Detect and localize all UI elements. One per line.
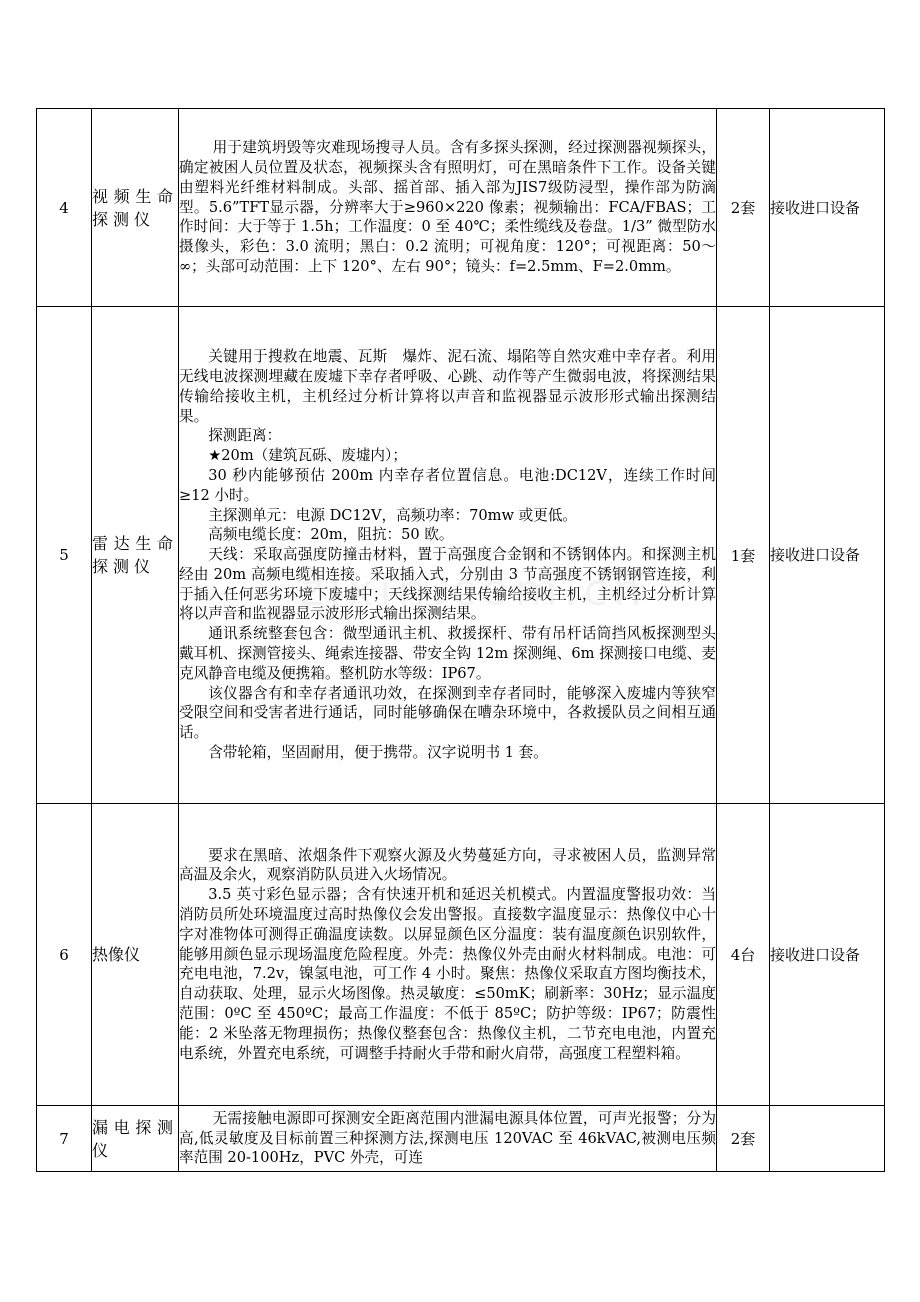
table-row: [37, 1106, 885, 1172]
table-row: [37, 307, 885, 804]
item-remark: [770, 1106, 885, 1172]
item-number: 7: [37, 1106, 92, 1172]
description-paragraph: 用于建筑坍毁等灾难现场搜寻人员。含有多探头探测，经过探测器视频探头，确定被困人员位置及状态，视频探头含有照明灯，可在黑暗条件下工作。设备关键由塑料光纤维材料制成。头部、摇首部、插入部为JIS7级防浸型，操作部为防滴型。5.6”TFT显示器，分辨率大于≥960×220 像素；视频输出：FCA/FBAS；工作时间：大于等于 1.5h；工作温度：0 至 40℃；柔性缆线及卷盘。1/3” 微型防水摄像头，彩色：3.0 流明；黑白：0.2 流明；可视角度：120°；可视距离：50～∞；头部可动范围：上下 120°、左右 90°；镜头：f=2.5mm、F=2.0mm。: [179, 139, 716, 275]
table-row: [37, 804, 885, 1106]
description-paragraph: 主探测单元：电源 DC12V，高频功率：70mw 或更低。: [208, 506, 578, 524]
item-number: 6: [37, 804, 92, 1106]
item-description: [179, 1106, 717, 1172]
item-description: [179, 804, 717, 1106]
description-paragraph: 探测距离：: [208, 427, 282, 445]
item-description: [179, 307, 717, 804]
description-paragraph: 高频电缆长度：20m，阻抗：50 欧。: [208, 526, 454, 544]
description-paragraph: 3.5 英寸彩色显示器；含有快速开机和延迟关机模式。内置温度警报功效：当消防员所处环境温度过高时热像仪会发出警报。直接数字温度显示：热像仪中心十字对准物体可测得正确温度读数。以屏显颜色区分温度：装有温度颜色识别软件，能够用颜色显示现场温度危险程度。外壳：热像仪外壳由耐火材料制成。电池：可充电电池，7.2v，镍氢电池，可工作 4 小时。聚焦：热像仪采取直方图均衡技术，自动获取、处理，显示火场图像。热灵敏度：≤50mK；刷新率：30Hz；显示温度范围：0ºC 至 450ºC；最高工作温度：不低于 85ºC；防护等级：IP67；防震性能：2 米坠落无物理损伤；热像仪整套包含：热像仪主机，二节充电电池，内置充电系统，外置充电系统，可调整手持耐火手带和耐火肩带，高强度工程塑料箱。: [179, 886, 716, 1062]
item-name: 漏电探测仪: [92, 1106, 179, 1172]
item-remark: 接收进口设备: [770, 307, 885, 804]
description-paragraph: 天线：采取高强度防撞击材料，置于高强度合金钢和不锈钢体内。和探测主机经由 20m 高频电缆相连接。采取插入式，分别由 3 节高强度不锈钢钢管连接，利于插入任何恶劣环境下废墟中；天线探测结果传输给接收主机，主机经过分析计算将以声音和监视器显示波形形式输出探测结果。: [179, 546, 716, 623]
item-name: 热像仪: [92, 804, 179, 1106]
description-paragraph: 该仪器含有和幸存者通讯功效，在探测到幸存者同时，能够深入废墟内等狭窄受限空间和受害者进行通话，同时能够确保在嘈杂环境中，各救援队员之间相互通话。: [179, 684, 716, 742]
item-quantity: 2套: [717, 109, 770, 307]
table-row: [37, 109, 885, 307]
item-name: 雷达生命探测仪: [92, 307, 179, 804]
item-quantity: 4台: [717, 804, 770, 1106]
item-remark: 接收进口设备: [770, 804, 885, 1106]
item-description: [179, 109, 717, 307]
item-number: 4: [37, 109, 92, 307]
description-paragraph: 无需接触电源即可探测安全距离范围内泄漏电源具体位置，可声光报警；分为高,低灵敏度及目标前置三种探测方法,探测电压 120VAC 至 46kVAC,被测电压频率范围 20-100Hz，PVC 外壳，可连: [179, 1109, 716, 1167]
equipment-spec-table: [36, 108, 885, 1172]
description-paragraph: 30 秒内能够预估 200m 内幸存者位置信息。电池:DC12V，连续工作时间≥12 小时。: [179, 466, 716, 504]
item-quantity: 2套: [717, 1106, 770, 1172]
description-paragraph: 要求在黑暗、浓烟条件下观察火源及火势蔓延方向，寻求被困人员，监测异常高温及余火，观察消防队员进入火场情况。: [179, 846, 716, 884]
item-remark: 接收进口设备: [770, 109, 885, 307]
item-number: 5: [37, 307, 92, 804]
item-name: 视频生命探测仪: [92, 109, 179, 307]
description-paragraph: 通讯系统整套包含：微型通讯主机、救援探杆、带有吊杆话筒挡风板探测型头戴耳机、探测管接头、绳索连接器、带安全钩 12m 探测绳、6m 探测接口电缆、麦克风静音电缆及便携箱。整机防水等级：IP67。: [179, 625, 716, 682]
item-quantity: 1套: [717, 307, 770, 804]
description-paragraph: ★20m（建筑瓦砾、废墟内）；: [208, 447, 407, 465]
description-paragraph: 含带轮箱，坚固耐用，便于携带。汉字说明书 1 套。: [208, 744, 548, 762]
description-paragraph: 关键用于搜救在地震、瓦斯 爆炸、泥石流、塌陷等自然灾难中幸存者。利用无线电波探测埋藏在废墟下幸存者呼吸、心跳、动作等产生微弱电波，将探测结果传输给接收主机，主机经过分析计算将以声音和监视器显示波形形式输出探测结果。: [179, 348, 716, 425]
